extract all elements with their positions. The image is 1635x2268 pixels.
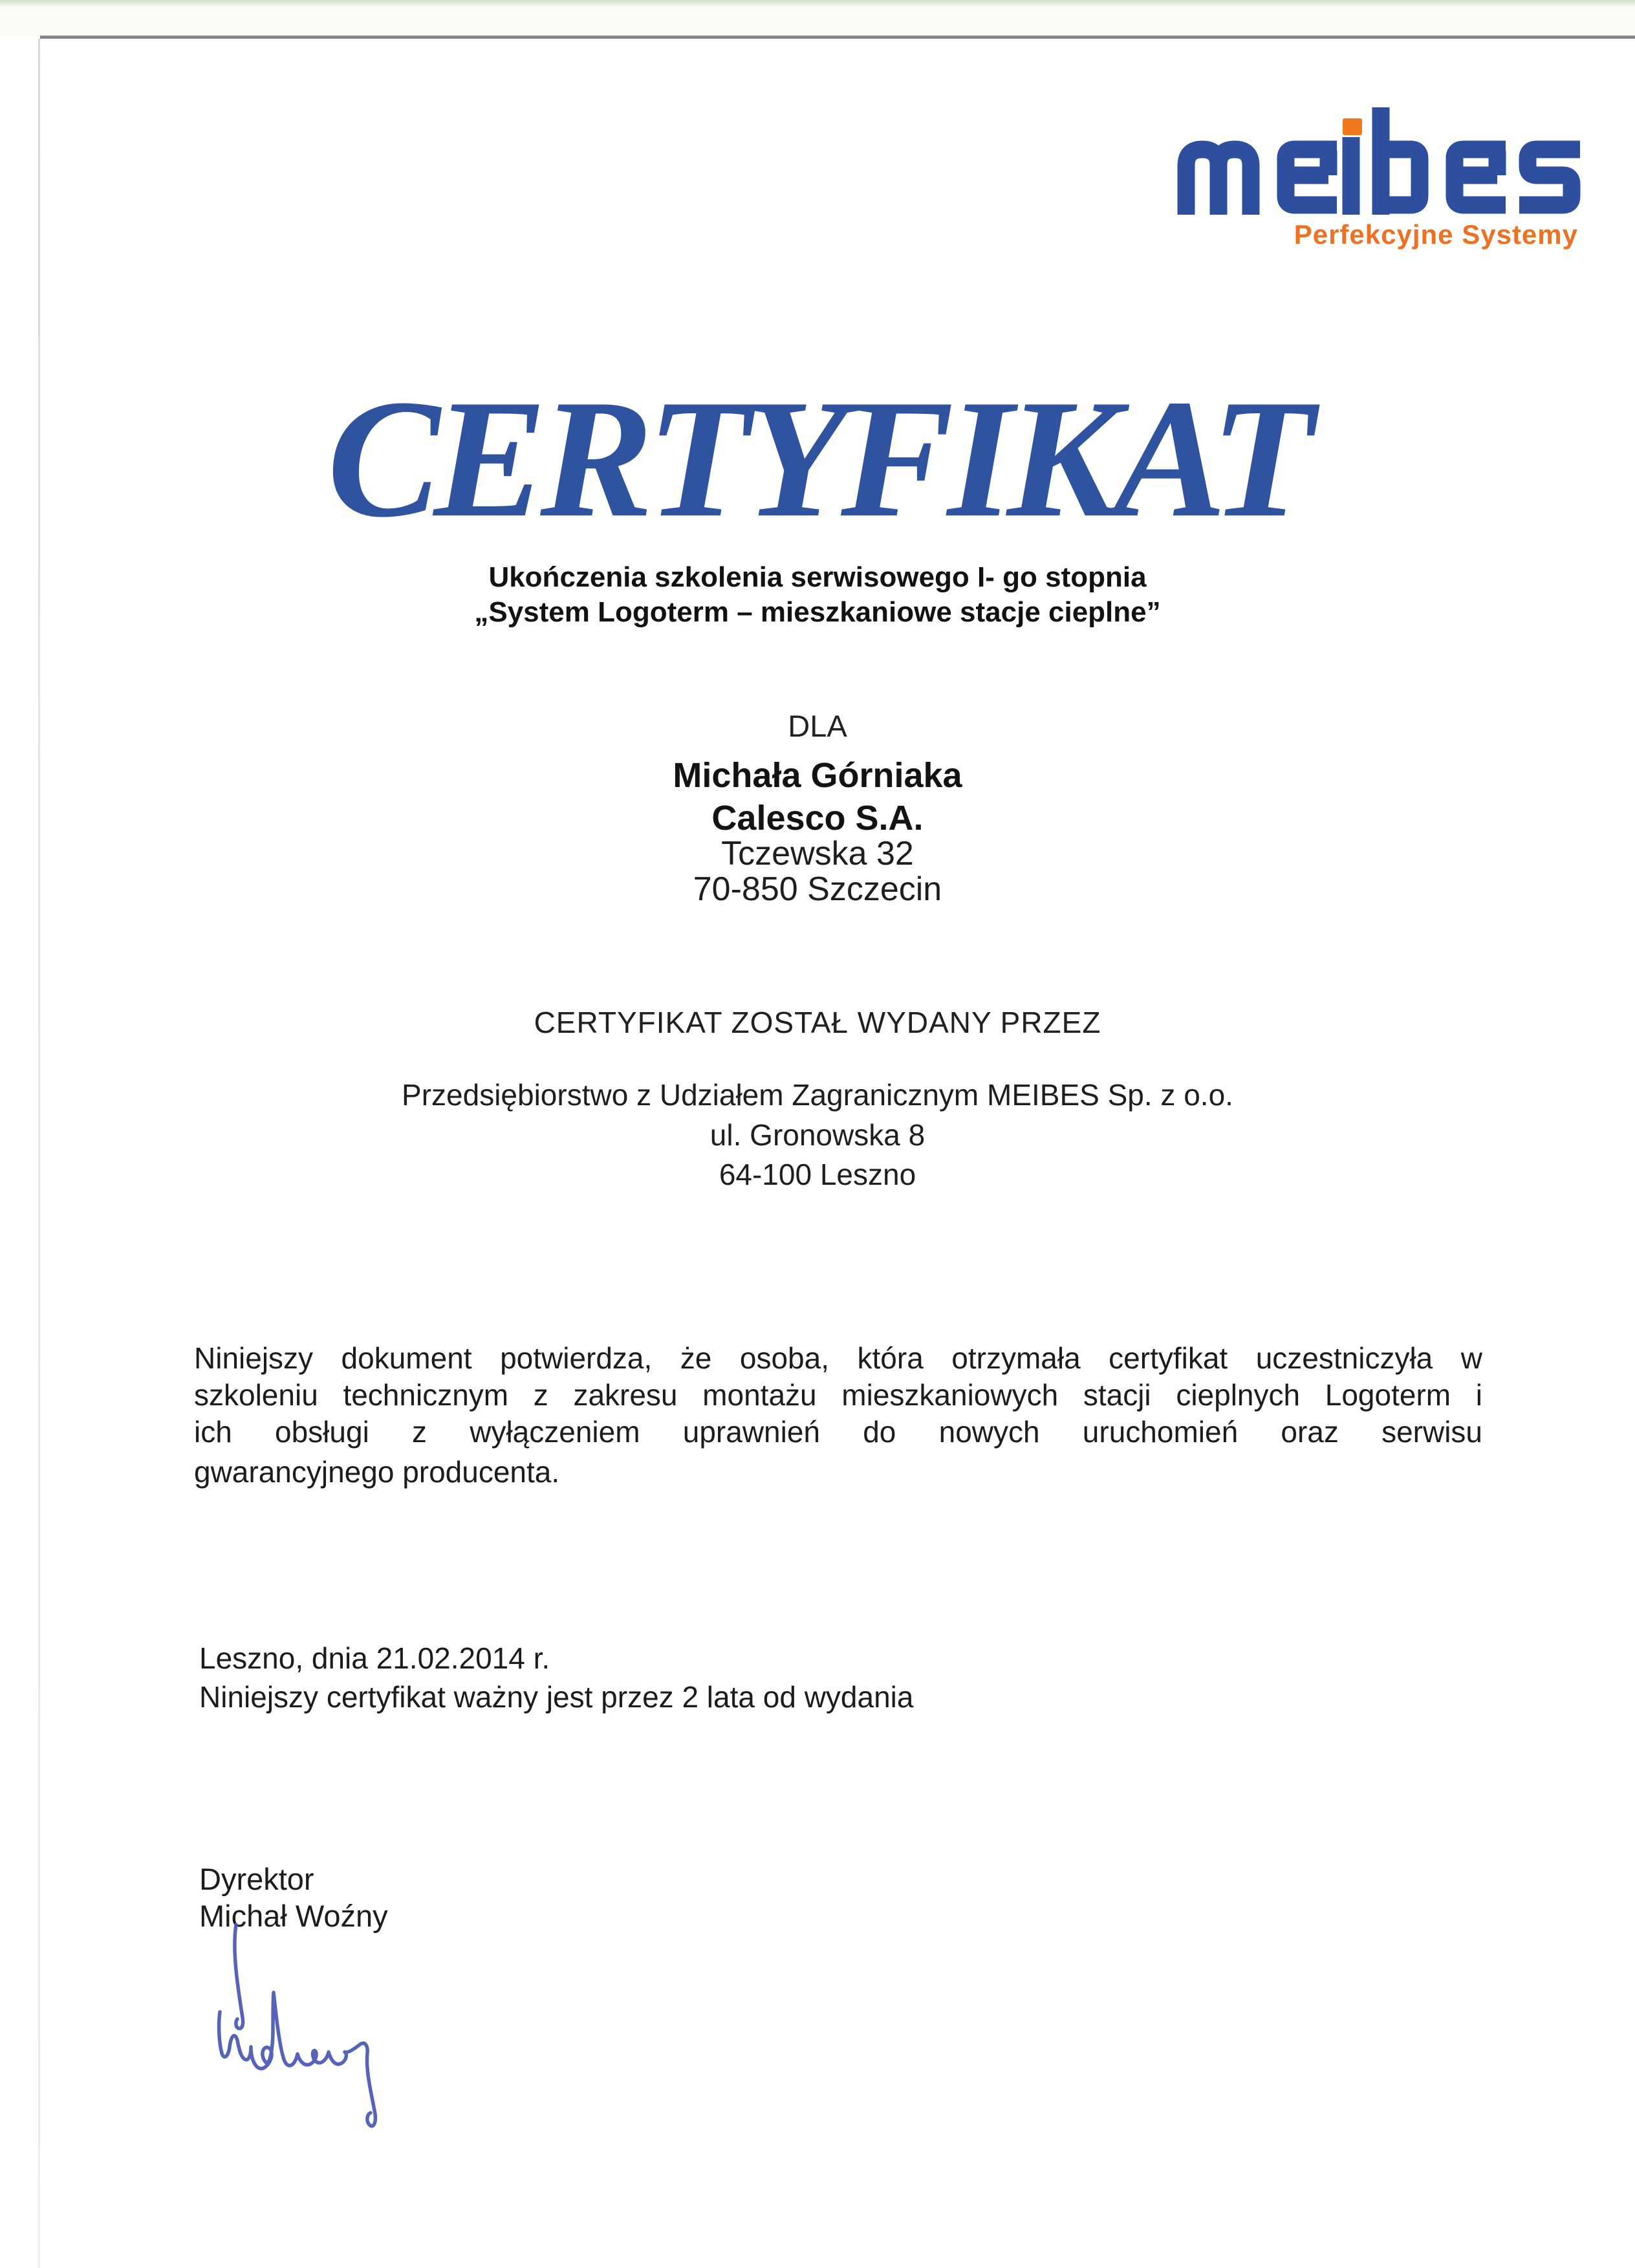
recipient-company: Calesco S.A. xyxy=(711,799,924,837)
certificate-subtitle xyxy=(0,560,1635,630)
issue-date-line: Leszno, dnia 21.02.2014 r. xyxy=(199,1641,550,1675)
body-paragraph-line: Niniejszy dokument potwierdza, że osoba, która otrzymała certyfikat uczestniczyła w xyxy=(194,1341,1482,1375)
logo-tagline: Perfekcyjne Systemy xyxy=(1294,219,1578,250)
scan-top-band xyxy=(0,0,1635,6)
signatory-name: Michał Woźny xyxy=(199,1899,388,1933)
recipient-name: Michała Górniaka xyxy=(673,756,962,795)
certificate-title: CERTYFIKAT xyxy=(327,365,1308,552)
subtitle-line-2: „System Logoterm – mieszkaniowe stacje cieplne” xyxy=(474,596,1161,628)
subtitle-line-1: Ukończenia szkolenia serwisowego I- go stopnia xyxy=(488,561,1147,593)
body-paragraph-line: gwarancyjnego producenta. xyxy=(194,1455,560,1489)
logo-i-dot xyxy=(1343,118,1362,135)
recipient-city: 70-850 Szczecin xyxy=(693,870,942,908)
issued-by-heading: CERTYFIKAT ZOSTAŁ WYDANY PRZEZ xyxy=(534,1006,1101,1039)
issuer-company: Przedsiębiorstwo z Udziałem Zagranicznym MEIBES Sp. z o.o. xyxy=(402,1078,1233,1112)
scan-margin-area xyxy=(0,6,1635,36)
meibes-logo xyxy=(1176,107,1581,215)
issuer-street: ul. Gronowska 8 xyxy=(709,1118,926,1152)
scan-page-edge-vertical xyxy=(38,38,40,2268)
issuer-city: 64-100 Leszno xyxy=(719,1158,916,1191)
handwritten-signature xyxy=(213,1919,407,2147)
date-block xyxy=(199,1639,913,1716)
scan-page-edge-horizontal xyxy=(40,36,1635,39)
meibes-logo-graphic xyxy=(1176,107,1581,215)
recipient-street: Tczewska 32 xyxy=(721,835,914,872)
signature-graphic xyxy=(213,1919,407,2147)
validity-line: Niniejszy certyfikat ważny jest przez 2 lata od wydania xyxy=(199,1680,914,1714)
body-paragraph-line: szkoleniu technicznym z zakresu montażu mieszkaniowych stacji cieplnych Logoterm i xyxy=(194,1378,1482,1412)
signatory-title: Dyrektor xyxy=(199,1862,314,1896)
recipient-label: DLA xyxy=(788,709,847,743)
body-paragraph-line: ich obsługi z wyłączeniem uprawnień do nowych uruchomień oraz serwisu xyxy=(194,1415,1482,1449)
